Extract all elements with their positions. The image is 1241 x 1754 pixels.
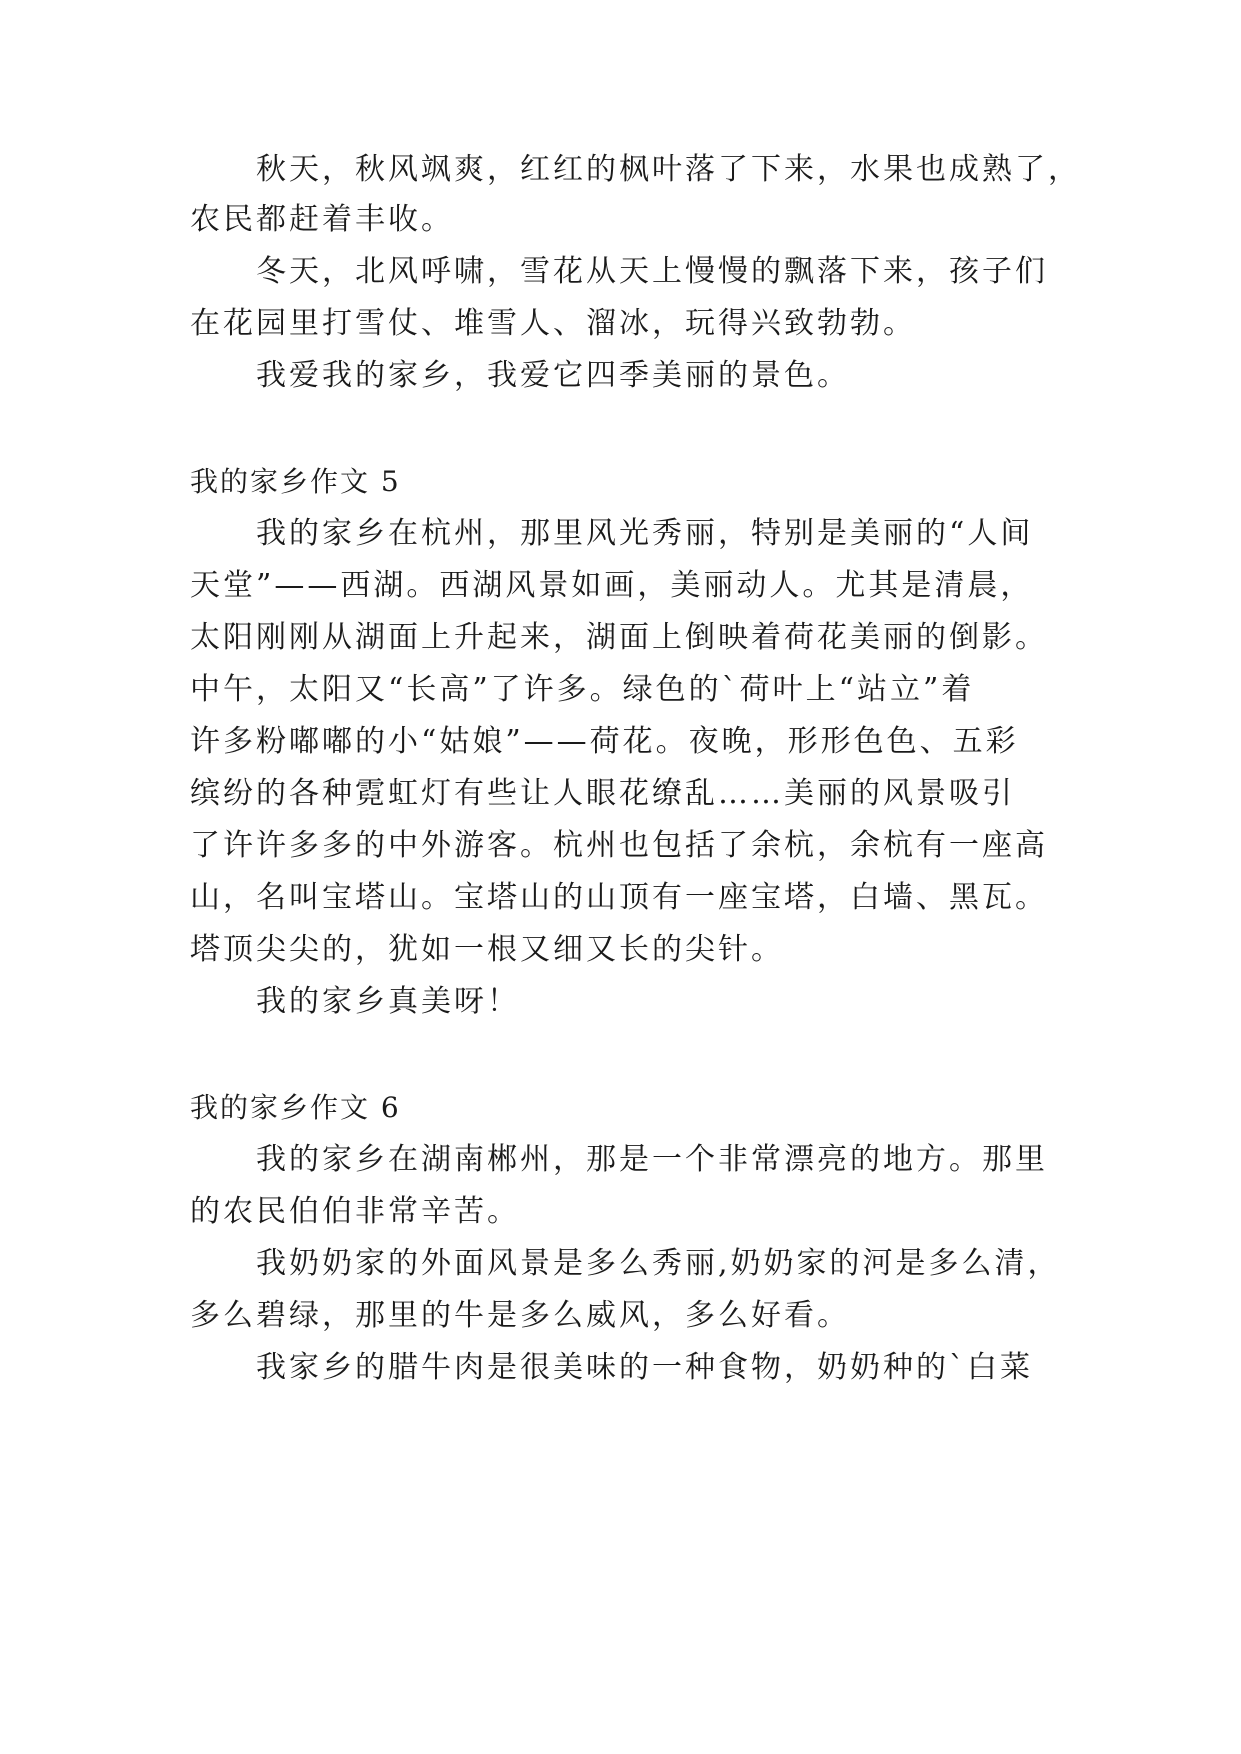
paragraph-line: 我的家乡真美呀！ [256,984,520,1019]
paragraph-line: 农民都赶着丰收。 [190,202,454,237]
paragraph-line: 在花园里打雪仗、堆雪人、溜冰，玩得兴致勃勃。 [190,306,916,341]
paragraph-line: 了许许多多的中外游客。杭州也包括了余杭，余杭有一座高 [190,828,1048,863]
paragraph-line: 我的家乡在杭州，那里风光秀丽，特别是美丽的“人间 [256,516,1034,551]
paragraph-line: 秋天，秋风飒爽，红红的枫叶落了下来，水果也成熟了， [256,152,1081,187]
section-title: 我的家乡作文 5 [190,465,401,498]
paragraph-line: 我爱我的家乡，我爱它四季美丽的景色。 [256,358,850,393]
paragraph-line: 我家乡的腊牛肉是很美味的一种食物，奶奶种的`白菜 [256,1350,1033,1385]
paragraph-line: 中午，太阳又“长高”了许多。绿色的`荷叶上“站立”着 [190,672,975,707]
paragraph-line: 许多粉嘟嘟的小“姑娘”——荷花。夜晚，形形色色、五彩 [190,724,1019,759]
paragraph-line: 多么碧绿，那里的牛是多么威风，多么好看。 [190,1298,850,1333]
paragraph-line: 山，名叫宝塔山。宝塔山的山顶有一座宝塔，白墙、黑瓦。 [190,880,1048,915]
paragraph-line: 天堂”——西湖。西湖风景如画，美丽动人。尤其是清晨， [190,568,1034,603]
paragraph-line: 我奶奶家的外面风景是多么秀丽,奶奶家的河是多么清， [256,1246,1061,1281]
paragraph-line: 缤纷的各种霓虹灯有些让人眼花缭乱……美丽的风景吸引 [190,776,1015,811]
paragraph-line: 塔顶尖尖的，犹如一根又细又长的尖针。 [190,932,784,967]
paragraph-line: 太阳刚刚从湖面上升起来，湖面上倒映着荷花美丽的倒影。 [190,620,1048,655]
paragraph-line: 冬天，北风呼啸，雪花从天上慢慢的飘落下来，孩子们 [256,254,1048,289]
paragraph-line: 的农民伯伯非常辛苦。 [190,1194,520,1229]
section-title: 我的家乡作文 6 [190,1091,401,1124]
paragraph-line: 我的家乡在湖南郴州，那是一个非常漂亮的地方。那里 [256,1142,1048,1177]
